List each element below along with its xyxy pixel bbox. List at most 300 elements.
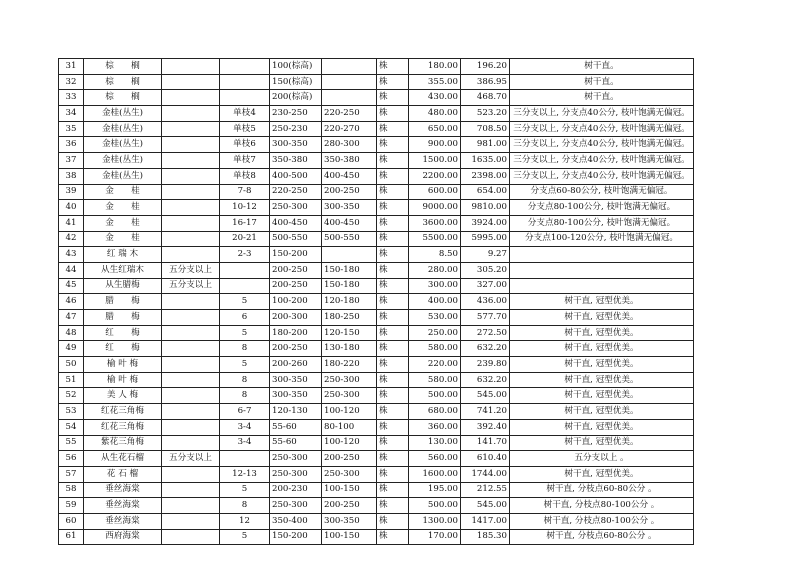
- plant-name-cell: 花 石 榴: [84, 466, 162, 482]
- remark-cell: 树干直, 冠型优美。: [510, 294, 694, 310]
- branch-count-cell: [220, 262, 270, 278]
- plant-name-cell: 棕 榈: [84, 74, 162, 90]
- table-row: [59, 137, 694, 153]
- remark-cell: 树干直, 冠型优美。: [510, 357, 694, 373]
- branch-count-cell: [220, 451, 270, 467]
- remark-cell: 树干直。: [510, 74, 694, 90]
- price-1-cell: 360.00: [409, 419, 461, 435]
- row-number-cell: 53: [59, 404, 84, 420]
- unit-cell: 株: [377, 231, 409, 247]
- price-2-cell: 239.80: [461, 357, 510, 373]
- remark-cell: 树干直, 冠型优美。: [510, 435, 694, 451]
- price-1-cell: 400.00: [409, 294, 461, 310]
- remark-cell: 分支点80-100公分, 枝叶饱满无偏冠。: [510, 200, 694, 216]
- price-1-cell: 500.00: [409, 498, 461, 514]
- table-row: [59, 247, 694, 263]
- height-spec-cell: 150-200: [270, 247, 322, 263]
- branch-count-cell: 5: [220, 294, 270, 310]
- price-2-cell: 610.40: [461, 451, 510, 467]
- price-1-cell: 530.00: [409, 310, 461, 326]
- price-1-cell: 355.00: [409, 74, 461, 90]
- table-row: [59, 357, 694, 373]
- price-1-cell: 8.50: [409, 247, 461, 263]
- crown-spec-cell: 80-100: [322, 419, 377, 435]
- remark-cell: 树干直, 冠型优美。: [510, 466, 694, 482]
- branch-count-cell: 8: [220, 388, 270, 404]
- branch-note-cell: [162, 90, 220, 106]
- branch-count-cell: 16-17: [220, 215, 270, 231]
- unit-cell: 株: [377, 90, 409, 106]
- plant-name-cell: 金桂(丛生): [84, 137, 162, 153]
- unit-cell: 株: [377, 278, 409, 294]
- unit-cell: 株: [377, 121, 409, 137]
- price-1-cell: 580.00: [409, 341, 461, 357]
- table-row: [59, 388, 694, 404]
- remark-cell: 树干直, 分枝点60-80公分 。: [510, 482, 694, 498]
- crown-spec-cell: 150-180: [322, 262, 377, 278]
- plant-name-cell: 榆 叶 梅: [84, 357, 162, 373]
- branch-note-cell: [162, 325, 220, 341]
- price-2-cell: 523.20: [461, 106, 510, 122]
- branch-count-cell: 3-4: [220, 435, 270, 451]
- plant-name-cell: 红 梅: [84, 325, 162, 341]
- price-2-cell: 468.70: [461, 90, 510, 106]
- branch-note-cell: [162, 466, 220, 482]
- table-row: [59, 419, 694, 435]
- crown-spec-cell: 220-270: [322, 121, 377, 137]
- price-2-cell: 5995.00: [461, 231, 510, 247]
- crown-spec-cell: 250-300: [322, 466, 377, 482]
- height-spec-cell: 350-380: [270, 153, 322, 169]
- branch-count-cell: 5: [220, 357, 270, 373]
- plant-name-cell: 金桂(丛生): [84, 168, 162, 184]
- height-spec-cell: 230-250: [270, 106, 322, 122]
- unit-cell: 株: [377, 200, 409, 216]
- branch-count-cell: 单枝5: [220, 121, 270, 137]
- remark-cell: 树干直, 冠型优美。: [510, 310, 694, 326]
- height-spec-cell: 500-550: [270, 231, 322, 247]
- height-spec-cell: 300-350: [270, 137, 322, 153]
- table-row: [59, 74, 694, 90]
- unit-cell: 株: [377, 341, 409, 357]
- crown-spec-cell: 100-150: [322, 529, 377, 545]
- price-2-cell: 141.70: [461, 435, 510, 451]
- table-row: [59, 310, 694, 326]
- unit-cell: 株: [377, 310, 409, 326]
- plant-name-cell: 从生腊梅: [84, 278, 162, 294]
- height-spec-cell: 250-300: [270, 200, 322, 216]
- branch-note-cell: [162, 74, 220, 90]
- price-1-cell: 220.00: [409, 357, 461, 373]
- price-1-cell: 1500.00: [409, 153, 461, 169]
- height-spec-cell: 300-350: [270, 388, 322, 404]
- plant-name-cell: 美 人 梅: [84, 388, 162, 404]
- table-row: [59, 215, 694, 231]
- price-2-cell: 2398.00: [461, 168, 510, 184]
- remark-cell: 五分支以上 。: [510, 451, 694, 467]
- branch-count-cell: 20-21: [220, 231, 270, 247]
- branch-note-cell: [162, 121, 220, 137]
- height-spec-cell: 200-250: [270, 262, 322, 278]
- unit-cell: 株: [377, 529, 409, 545]
- height-spec-cell: 200-250: [270, 278, 322, 294]
- row-number-cell: 49: [59, 341, 84, 357]
- price-1-cell: 480.00: [409, 106, 461, 122]
- plant-name-cell: 榆 叶 梅: [84, 372, 162, 388]
- branch-note-cell: [162, 529, 220, 545]
- remark-cell: 分支点80-100公分, 枝叶饱满无偏冠。: [510, 215, 694, 231]
- unit-cell: 株: [377, 215, 409, 231]
- row-number-cell: 51: [59, 372, 84, 388]
- price-1-cell: 500.00: [409, 388, 461, 404]
- remark-cell: [510, 247, 694, 263]
- height-spec-cell: 250-300: [270, 466, 322, 482]
- branch-count-cell: 12: [220, 513, 270, 529]
- remark-cell: 三分支以上, 分支点40公分, 枝叶饱满无偏冠。: [510, 106, 694, 122]
- remark-cell: 树干直, 分枝点60-80公分 。: [510, 529, 694, 545]
- remark-cell: [510, 262, 694, 278]
- branch-note-cell: [162, 310, 220, 326]
- plant-name-cell: 垂丝海棠: [84, 482, 162, 498]
- height-spec-cell: 55-60: [270, 435, 322, 451]
- plant-name-cell: 金 桂: [84, 184, 162, 200]
- plant-name-cell: 垂丝海棠: [84, 513, 162, 529]
- unit-cell: 株: [377, 74, 409, 90]
- row-number-cell: 39: [59, 184, 84, 200]
- branch-note-cell: [162, 168, 220, 184]
- remark-cell: 树干直, 冠型优美。: [510, 419, 694, 435]
- price-2-cell: 212.55: [461, 482, 510, 498]
- crown-spec-cell: 220-250: [322, 106, 377, 122]
- table-row: [59, 372, 694, 388]
- remark-cell: 树干直, 冠型优美。: [510, 372, 694, 388]
- crown-spec-cell: 400-450: [322, 215, 377, 231]
- table-row: [59, 325, 694, 341]
- branch-count-cell: 6: [220, 310, 270, 326]
- branch-note-cell: 五分支以上: [162, 451, 220, 467]
- unit-cell: 株: [377, 168, 409, 184]
- table-row: [59, 451, 694, 467]
- table-row: [59, 262, 694, 278]
- table-row: [59, 200, 694, 216]
- height-spec-cell: 200(棕高): [270, 90, 322, 106]
- branch-note-cell: [162, 137, 220, 153]
- table-row: [59, 59, 694, 75]
- row-number-cell: 56: [59, 451, 84, 467]
- row-number-cell: 55: [59, 435, 84, 451]
- crown-spec-cell: 250-300: [322, 388, 377, 404]
- row-number-cell: 37: [59, 153, 84, 169]
- branch-count-cell: 2-3: [220, 247, 270, 263]
- branch-count-cell: 7-8: [220, 184, 270, 200]
- table-row: [59, 404, 694, 420]
- crown-spec-cell: 350-380: [322, 153, 377, 169]
- height-spec-cell: 100-200: [270, 294, 322, 310]
- height-spec-cell: 400-500: [270, 168, 322, 184]
- price-2-cell: 981.00: [461, 137, 510, 153]
- crown-spec-cell: 400-450: [322, 168, 377, 184]
- table-row: [59, 278, 694, 294]
- height-spec-cell: 150(棕高): [270, 74, 322, 90]
- price-2-cell: 327.00: [461, 278, 510, 294]
- table-row: [59, 90, 694, 106]
- row-number-cell: 36: [59, 137, 84, 153]
- table-row: [59, 106, 694, 122]
- price-1-cell: 300.00: [409, 278, 461, 294]
- row-number-cell: 40: [59, 200, 84, 216]
- row-number-cell: 45: [59, 278, 84, 294]
- plant-name-cell: 垂丝海棠: [84, 498, 162, 514]
- plant-name-cell: 金 桂: [84, 215, 162, 231]
- price-2-cell: 654.00: [461, 184, 510, 200]
- price-2-cell: 708.50: [461, 121, 510, 137]
- price-2-cell: 185.30: [461, 529, 510, 545]
- remark-cell: 树干直, 冠型优美。: [510, 404, 694, 420]
- branch-count-cell: 5: [220, 529, 270, 545]
- height-spec-cell: 100(棕高): [270, 59, 322, 75]
- branch-note-cell: [162, 215, 220, 231]
- price-2-cell: 9810.00: [461, 200, 510, 216]
- price-2-cell: 386.95: [461, 74, 510, 90]
- crown-spec-cell: 300-350: [322, 513, 377, 529]
- price-1-cell: 180.00: [409, 59, 461, 75]
- row-number-cell: 59: [59, 498, 84, 514]
- table-row: [59, 184, 694, 200]
- table-row: [59, 153, 694, 169]
- table-row: [59, 231, 694, 247]
- plant-name-cell: 红花三角梅: [84, 404, 162, 420]
- plant-name-cell: 棕 榈: [84, 90, 162, 106]
- branch-note-cell: [162, 498, 220, 514]
- table-row: [59, 435, 694, 451]
- price-2-cell: 632.20: [461, 372, 510, 388]
- height-spec-cell: 200-250: [270, 341, 322, 357]
- crown-spec-cell: 100-120: [322, 404, 377, 420]
- row-number-cell: 38: [59, 168, 84, 184]
- row-number-cell: 52: [59, 388, 84, 404]
- price-1-cell: 680.00: [409, 404, 461, 420]
- price-1-cell: 250.00: [409, 325, 461, 341]
- unit-cell: 株: [377, 419, 409, 435]
- remark-cell: [510, 278, 694, 294]
- remark-cell: 树干直, 分枝点80-100公分 。: [510, 498, 694, 514]
- price-1-cell: 900.00: [409, 137, 461, 153]
- price-2-cell: 577.70: [461, 310, 510, 326]
- unit-cell: 株: [377, 513, 409, 529]
- branch-count-cell: 单枝4: [220, 106, 270, 122]
- plant-name-cell: 金桂(丛生): [84, 153, 162, 169]
- unit-cell: 株: [377, 153, 409, 169]
- branch-note-cell: [162, 247, 220, 263]
- remark-cell: 分支点100-120公分, 枝叶饱满无偏冠。: [510, 231, 694, 247]
- table-row: [59, 498, 694, 514]
- remark-cell: 分支点60-80公分, 枝叶饱满无偏冠。: [510, 184, 694, 200]
- plant-name-cell: 金 桂: [84, 231, 162, 247]
- price-2-cell: 305.20: [461, 262, 510, 278]
- remark-cell: 三分支以上, 分支点40公分, 枝叶饱满无偏冠。: [510, 168, 694, 184]
- crown-spec-cell: 200-250: [322, 184, 377, 200]
- price-1-cell: 280.00: [409, 262, 461, 278]
- unit-cell: 株: [377, 184, 409, 200]
- table-row: [59, 121, 694, 137]
- price-1-cell: 650.00: [409, 121, 461, 137]
- price-1-cell: 5500.00: [409, 231, 461, 247]
- row-number-cell: 47: [59, 310, 84, 326]
- price-2-cell: 3924.00: [461, 215, 510, 231]
- height-spec-cell: 200-230: [270, 482, 322, 498]
- price-2-cell: 436.00: [461, 294, 510, 310]
- unit-cell: 株: [377, 137, 409, 153]
- height-spec-cell: 120-130: [270, 404, 322, 420]
- price-1-cell: 1300.00: [409, 513, 461, 529]
- price-1-cell: 170.00: [409, 529, 461, 545]
- unit-cell: 株: [377, 498, 409, 514]
- row-number-cell: 60: [59, 513, 84, 529]
- unit-cell: 株: [377, 357, 409, 373]
- row-number-cell: 48: [59, 325, 84, 341]
- row-number-cell: 32: [59, 74, 84, 90]
- plant-name-cell: 金桂(丛生): [84, 121, 162, 137]
- row-number-cell: 31: [59, 59, 84, 75]
- plant-name-cell: 从生红瑞木: [84, 262, 162, 278]
- remark-cell: 树干直, 冠型优美。: [510, 388, 694, 404]
- branch-count-cell: 单枝7: [220, 153, 270, 169]
- branch-note-cell: [162, 184, 220, 200]
- plant-name-cell: 金 桂: [84, 200, 162, 216]
- branch-note-cell: [162, 357, 220, 373]
- crown-spec-cell: 300-350: [322, 200, 377, 216]
- crown-spec-cell: 200-250: [322, 498, 377, 514]
- price-1-cell: 600.00: [409, 184, 461, 200]
- branch-count-cell: 5: [220, 325, 270, 341]
- crown-spec-cell: 180-220: [322, 357, 377, 373]
- price-2-cell: 1744.00: [461, 466, 510, 482]
- height-spec-cell: 250-230: [270, 121, 322, 137]
- remark-cell: 树干直, 分枝点80-100公分 。: [510, 513, 694, 529]
- branch-count-cell: 单枝6: [220, 137, 270, 153]
- branch-note-cell: [162, 388, 220, 404]
- branch-count-cell: 3-4: [220, 419, 270, 435]
- remark-cell: 树干直。: [510, 59, 694, 75]
- crown-spec-cell: [322, 74, 377, 90]
- row-number-cell: 61: [59, 529, 84, 545]
- price-2-cell: 196.20: [461, 59, 510, 75]
- height-spec-cell: 180-200: [270, 325, 322, 341]
- branch-note-cell: [162, 482, 220, 498]
- price-2-cell: 272.50: [461, 325, 510, 341]
- branch-note-cell: [162, 153, 220, 169]
- height-spec-cell: 220-250: [270, 184, 322, 200]
- row-number-cell: 33: [59, 90, 84, 106]
- crown-spec-cell: 200-250: [322, 451, 377, 467]
- height-spec-cell: 55-60: [270, 419, 322, 435]
- branch-note-cell: [162, 419, 220, 435]
- plant-name-cell: 紫花三角梅: [84, 435, 162, 451]
- branch-count-cell: 8: [220, 341, 270, 357]
- branch-note-cell: [162, 341, 220, 357]
- branch-note-cell: [162, 513, 220, 529]
- height-spec-cell: 300-350: [270, 372, 322, 388]
- remark-cell: 树干直。: [510, 90, 694, 106]
- branch-count-cell: [220, 59, 270, 75]
- plant-name-cell: 腊 梅: [84, 294, 162, 310]
- height-spec-cell: 200-300: [270, 310, 322, 326]
- price-2-cell: 632.20: [461, 341, 510, 357]
- height-spec-cell: 350-400: [270, 513, 322, 529]
- crown-spec-cell: 100-150: [322, 482, 377, 498]
- height-spec-cell: 250-300: [270, 451, 322, 467]
- price-2-cell: 9.27: [461, 247, 510, 263]
- table-row: [59, 513, 694, 529]
- price-1-cell: 580.00: [409, 372, 461, 388]
- price-2-cell: 392.40: [461, 419, 510, 435]
- plant-name-cell: 从生花石榴: [84, 451, 162, 467]
- price-1-cell: 560.00: [409, 451, 461, 467]
- remark-cell: 三分支以上, 分支点40公分, 枝叶饱满无偏冠。: [510, 137, 694, 153]
- branch-count-cell: [220, 90, 270, 106]
- crown-spec-cell: 150-180: [322, 278, 377, 294]
- crown-spec-cell: [322, 90, 377, 106]
- branch-count-cell: 8: [220, 372, 270, 388]
- table-row: [59, 482, 694, 498]
- branch-count-cell: 单枝8: [220, 168, 270, 184]
- unit-cell: 株: [377, 388, 409, 404]
- plant-name-cell: 红 梅: [84, 341, 162, 357]
- branch-count-cell: 8: [220, 498, 270, 514]
- price-2-cell: 741.20: [461, 404, 510, 420]
- crown-spec-cell: 130-180: [322, 341, 377, 357]
- branch-count-cell: 6-7: [220, 404, 270, 420]
- branch-note-cell: 五分支以上: [162, 278, 220, 294]
- branch-count-cell: 12-13: [220, 466, 270, 482]
- price-1-cell: 3600.00: [409, 215, 461, 231]
- unit-cell: 株: [377, 482, 409, 498]
- unit-cell: 株: [377, 404, 409, 420]
- plant-name-cell: 红 瑞 木: [84, 247, 162, 263]
- price-1-cell: 2200.00: [409, 168, 461, 184]
- row-number-cell: 43: [59, 247, 84, 263]
- crown-spec-cell: [322, 247, 377, 263]
- table-row: [59, 529, 694, 545]
- branch-note-cell: [162, 106, 220, 122]
- crown-spec-cell: 180-250: [322, 310, 377, 326]
- row-number-cell: 44: [59, 262, 84, 278]
- price-2-cell: 545.00: [461, 498, 510, 514]
- crown-spec-cell: 120-180: [322, 294, 377, 310]
- remark-cell: 三分支以上, 分支点40公分, 枝叶饱满无偏冠。: [510, 121, 694, 137]
- row-number-cell: 46: [59, 294, 84, 310]
- unit-cell: 株: [377, 106, 409, 122]
- branch-count-cell: [220, 74, 270, 90]
- price-1-cell: 1600.00: [409, 466, 461, 482]
- unit-cell: 株: [377, 435, 409, 451]
- crown-spec-cell: 250-300: [322, 372, 377, 388]
- height-spec-cell: 150-200: [270, 529, 322, 545]
- row-number-cell: 54: [59, 419, 84, 435]
- branch-count-cell: 5: [220, 482, 270, 498]
- row-number-cell: 34: [59, 106, 84, 122]
- unit-cell: 株: [377, 451, 409, 467]
- branch-note-cell: [162, 404, 220, 420]
- price-1-cell: 430.00: [409, 90, 461, 106]
- row-number-cell: 35: [59, 121, 84, 137]
- row-number-cell: 58: [59, 482, 84, 498]
- row-number-cell: 57: [59, 466, 84, 482]
- row-number-cell: 50: [59, 357, 84, 373]
- crown-spec-cell: 280-300: [322, 137, 377, 153]
- branch-note-cell: [162, 372, 220, 388]
- plant-name-cell: 红花三角梅: [84, 419, 162, 435]
